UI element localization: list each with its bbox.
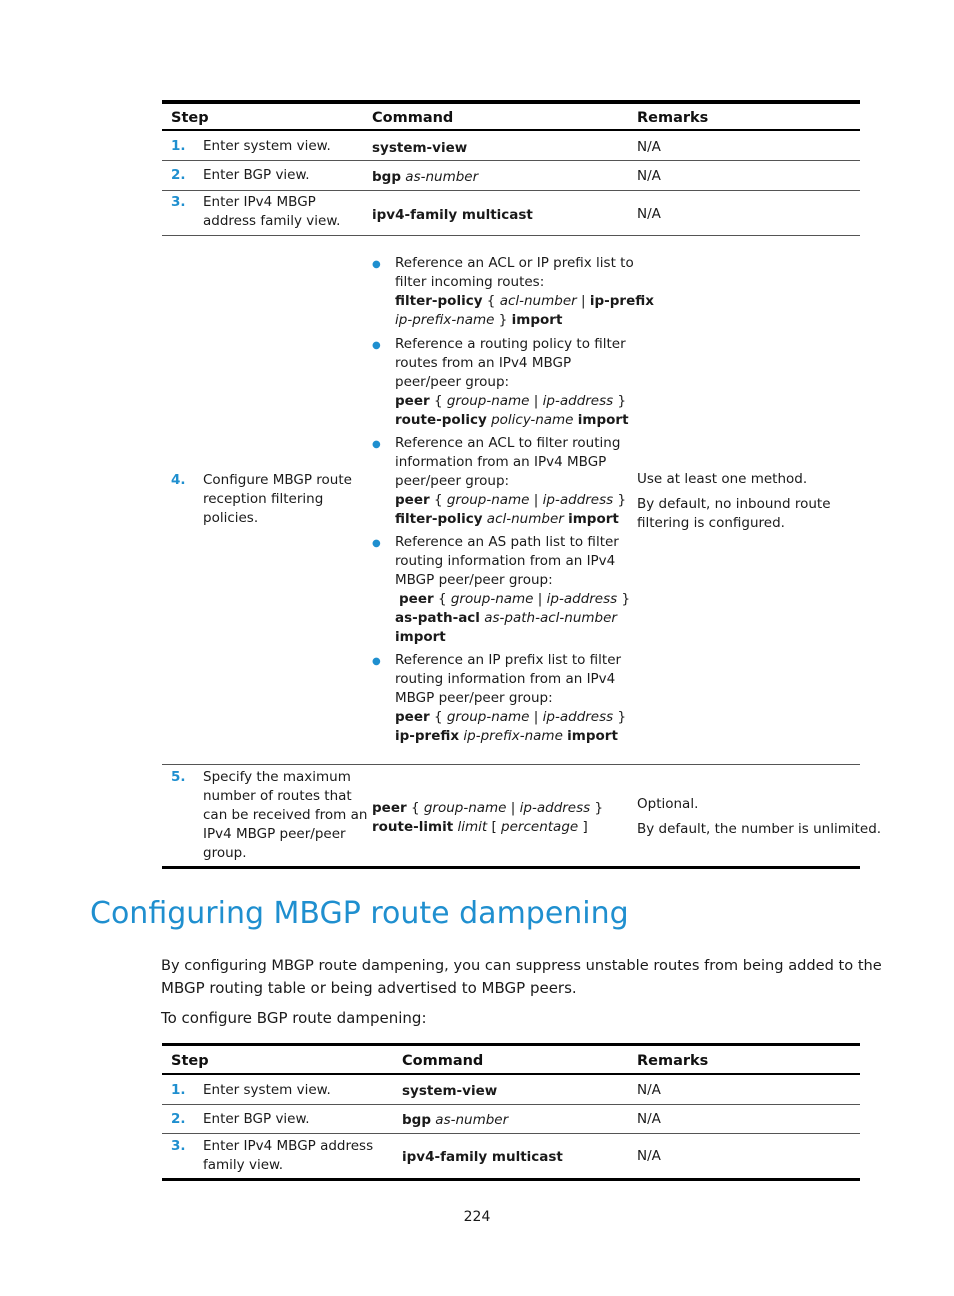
bullet-text: Reference an AS path list to filter routing information from an IPv4 MBGP peer/peer group:: [395, 534, 619, 588]
step-number: 3.: [171, 194, 186, 210]
remarks: N/A: [637, 1148, 661, 1164]
step-number: 2.: [171, 1111, 186, 1127]
command: route-limit limit [ percentage ]: [372, 819, 588, 835]
step-description: Configure MBGP route reception filtering policies.: [203, 472, 352, 526]
command: peer { group-name | ip-address }: [395, 709, 627, 725]
remarks: N/A: [637, 206, 661, 222]
command: peer { group-name | ip-address }: [399, 591, 631, 607]
step-description: Enter BGP view.: [203, 1111, 310, 1127]
step-description: Enter IPv4 MBGP address family view.: [203, 1138, 374, 1173]
command: system-view: [372, 140, 468, 156]
step-description: Enter IPv4 MBGP address family view.: [203, 194, 341, 229]
remarks: Optional. By default, the number is unlimited.: [637, 796, 882, 837]
command: peer { group-name | ip-address }: [395, 492, 627, 508]
command: ip-prefix-name } import: [395, 312, 563, 328]
column-header-step: Step: [171, 110, 209, 126]
command: import: [395, 629, 446, 645]
command: filter-policy { acl-number | ip-prefix: [395, 293, 654, 309]
column-header-step: Step: [171, 1053, 209, 1069]
command: bgp as-number: [402, 1112, 509, 1128]
step-number: 2.: [171, 167, 186, 183]
column-header-command: Command: [372, 110, 454, 126]
section-title: Configuring MBGP route dampening: [90, 896, 629, 931]
bullet-icon: ●: [372, 439, 381, 450]
column-header-command: Command: [402, 1053, 484, 1069]
remarks: N/A: [637, 1082, 661, 1098]
step-description: Enter system view.: [203, 138, 331, 154]
command: route-policy policy-name import: [395, 412, 629, 428]
command: ipv4-family multicast: [402, 1149, 563, 1165]
command: filter-policy acl-number import: [395, 511, 619, 527]
step-description: Specify the maximum number of routes that can be received from an IPv4 MBGP peer/peer group.: [203, 769, 368, 861]
bullet-icon: ●: [372, 259, 381, 270]
step-description: Enter system view.: [203, 1082, 331, 1098]
step-number: 4.: [171, 472, 186, 488]
paragraph: By configuring MBGP route dampening, you can suppress unstable routes from being added to the MBGP routing table or being advertised to MBGP peers.: [161, 957, 882, 997]
command: peer { group-name | ip-address }: [372, 800, 604, 816]
command: ipv4-family multicast: [372, 207, 533, 223]
column-header-remarks: Remarks: [637, 110, 709, 126]
remarks: Use at least one method. By default, no inbound route filtering is configured.: [637, 471, 831, 531]
remarks: N/A: [637, 1111, 661, 1127]
bullet-icon: ●: [372, 656, 381, 667]
step-number: 1.: [171, 138, 186, 154]
bullet-text: Reference an ACL to filter routing information from an IPv4 MBGP peer/peer group:: [395, 435, 621, 489]
column-header-remarks: Remarks: [637, 1053, 709, 1069]
paragraph: To configure BGP route dampening:: [161, 1009, 427, 1027]
command: system-view: [402, 1083, 498, 1099]
remarks: N/A: [637, 168, 661, 184]
remarks: N/A: [637, 139, 661, 155]
bullet-text: Reference an ACL or IP prefix list to filter incoming routes:: [395, 255, 634, 290]
step-number: 3.: [171, 1138, 186, 1154]
step-description: Enter BGP view.: [203, 167, 310, 183]
page-number: 224: [463, 1209, 491, 1225]
command: peer { group-name | ip-address }: [395, 393, 627, 409]
step-number: 5.: [171, 769, 186, 785]
bullet-icon: ●: [372, 340, 381, 351]
command: bgp as-number: [372, 169, 479, 185]
command: ip-prefix ip-prefix-name import: [395, 728, 618, 744]
step-number: 1.: [171, 1082, 186, 1098]
command: as-path-acl as-path-acl-number: [395, 610, 617, 626]
bullet-text: Reference an IP prefix list to filter routing information from an IPv4 MBGP peer/peer group:: [395, 652, 622, 706]
bullet-text: Reference a routing policy to filter routes from an IPv4 MBGP peer/peer group:: [395, 336, 626, 390]
bullet-icon: ●: [372, 538, 381, 549]
